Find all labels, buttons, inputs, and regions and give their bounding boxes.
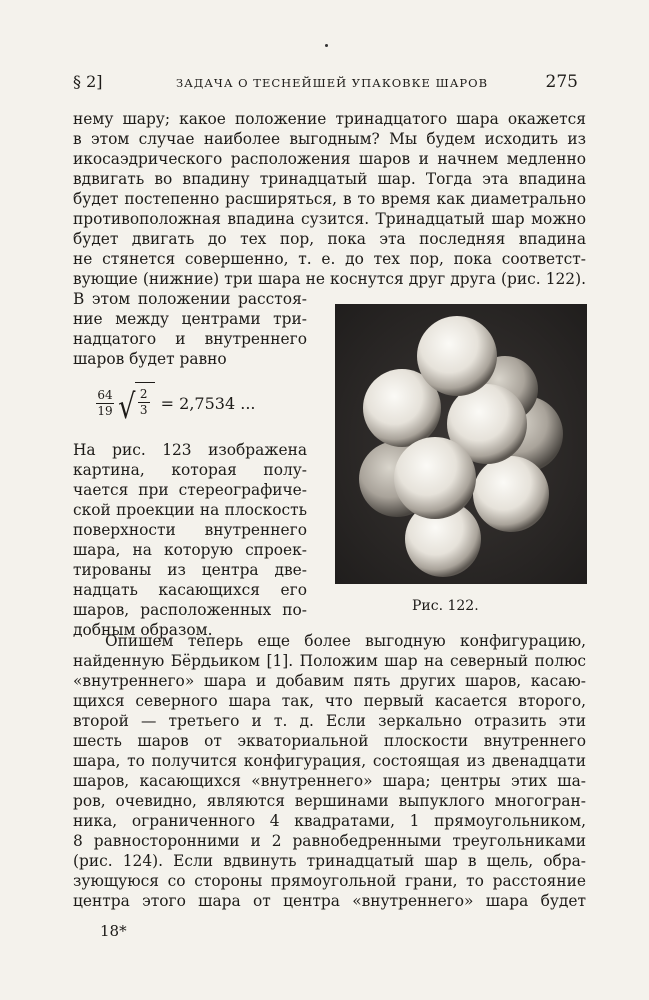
text-line: противоположная впадина сузится. Тринадцатый шар можно [73, 210, 586, 228]
formula-result: = 2,7534 ... [160, 393, 256, 413]
radicand [135, 382, 155, 418]
text-line: ника, ограниченного 4 квадратами, 1 прямоугольником, [73, 812, 586, 830]
paragraph-left-2 [73, 440, 307, 640]
text-line: поверхности внутреннего [73, 521, 307, 539]
text-line: шара, на которую спроек- [73, 541, 307, 559]
text-line: 8 равносторонними и 2 равнобедренными треугольниками [73, 832, 586, 850]
text-line: второй — третьего и т. д. Если зеркально отразить эти [73, 712, 586, 730]
print-speck [325, 44, 328, 47]
text-line: ской проекции на плоскость [73, 501, 307, 519]
text-line: (рис. 124). Если вдвинуть тринадцатый шар в щель, обра- [73, 852, 586, 870]
printer-signature: 18* [100, 922, 127, 940]
text-line: икосаэдрического расположения шаров и начнем медленно [73, 150, 586, 168]
text-line: На рис. 123 изображена [73, 441, 307, 459]
text-line: не стянется совершенно, т. е. до тех пор, пока соответст- [73, 250, 586, 268]
text-line: «внутреннего» шара и добавим пять других шаров, касаю- [73, 672, 586, 690]
page-number: 275 [545, 72, 578, 92]
text-line: центра этого шара от центра «внутреннего» шара будет [73, 892, 586, 910]
text-line: чается при стереографиче- [73, 481, 307, 499]
radicand-fraction [138, 387, 150, 418]
running-title: ЗАДАЧА О ТЕСНЕЙШЕЙ УПАКОВКЕ ШАРОВ [176, 76, 489, 90]
text-line: нему шару; какое положение тринадцатого шара окажется [73, 110, 586, 128]
text-line: будет двигать до тех пор, пока эта последняя впадина [73, 230, 586, 248]
fraction-denominator: 19 [97, 403, 113, 418]
figure-122-photo [335, 304, 587, 584]
text-line: В этом положении расстоя- [73, 290, 307, 308]
text-line: вующие (нижние) три шара не коснутся друг друга (рис. 122). [73, 270, 586, 288]
fraction-numerator: 64 [97, 387, 113, 402]
text-line: шесть шаров от экваториальной плоскости внутреннего [73, 732, 586, 750]
text-line: ние между центрами три- [73, 310, 307, 328]
text-line: Опишем теперь еще более выгодную конфигурацию, [105, 632, 586, 650]
figure-caption: Рис. 122. [412, 598, 479, 614]
text-line: щихся северного шара так, что первый касается второго, [73, 692, 586, 710]
paragraph-bottom [73, 631, 586, 911]
section-marker: § 2] [73, 72, 103, 91]
radicand-denominator: 3 [139, 403, 148, 417]
radicand-numerator: 2 [139, 387, 148, 401]
text-line: шаров, расположенных по- [73, 601, 307, 619]
sphere [417, 316, 497, 396]
sphere [473, 456, 549, 532]
square-root [116, 382, 155, 427]
text-line: вдвигать во впадину тринадцатый шар. Тогда эта впадина [73, 170, 586, 188]
text-line: будет постепенно расширяться, в то время как диаметрально [73, 190, 586, 208]
sphere [394, 437, 476, 519]
text-line: шаров, касающихся «внутреннего» шара; центры этих ша- [73, 772, 586, 790]
text-line: надцать касающихся его [73, 581, 307, 599]
formula [96, 381, 256, 425]
text-line: в этом случае наиболее выгодным? Мы будем исходить из [73, 130, 586, 148]
text-line: найденную Бёрдьиком [1]. Положим шар на северный полюс [73, 652, 586, 670]
sphere-cluster-image [335, 304, 587, 584]
paragraph-left-1 [73, 289, 307, 369]
text-line: картина, которая полу- [73, 461, 307, 479]
text-line: ров, очевидно, являются вершинами выпуклого многогран- [73, 792, 586, 810]
text-line: зующуюся со стороны прямоугольной грани, то расстояние [73, 872, 586, 890]
radical-sign-icon: √ [118, 387, 136, 427]
text-line: шаров будет равно [73, 350, 227, 368]
fraction [96, 388, 114, 419]
text-line: надцатого и внутреннего [73, 330, 307, 348]
paragraph-top [73, 109, 586, 289]
text-line: тированы из центра две- [73, 561, 307, 579]
text-line: шара, то получится конфигурация, состоящая из двенадцати [73, 752, 586, 770]
text-line: добным образом. [73, 621, 213, 639]
